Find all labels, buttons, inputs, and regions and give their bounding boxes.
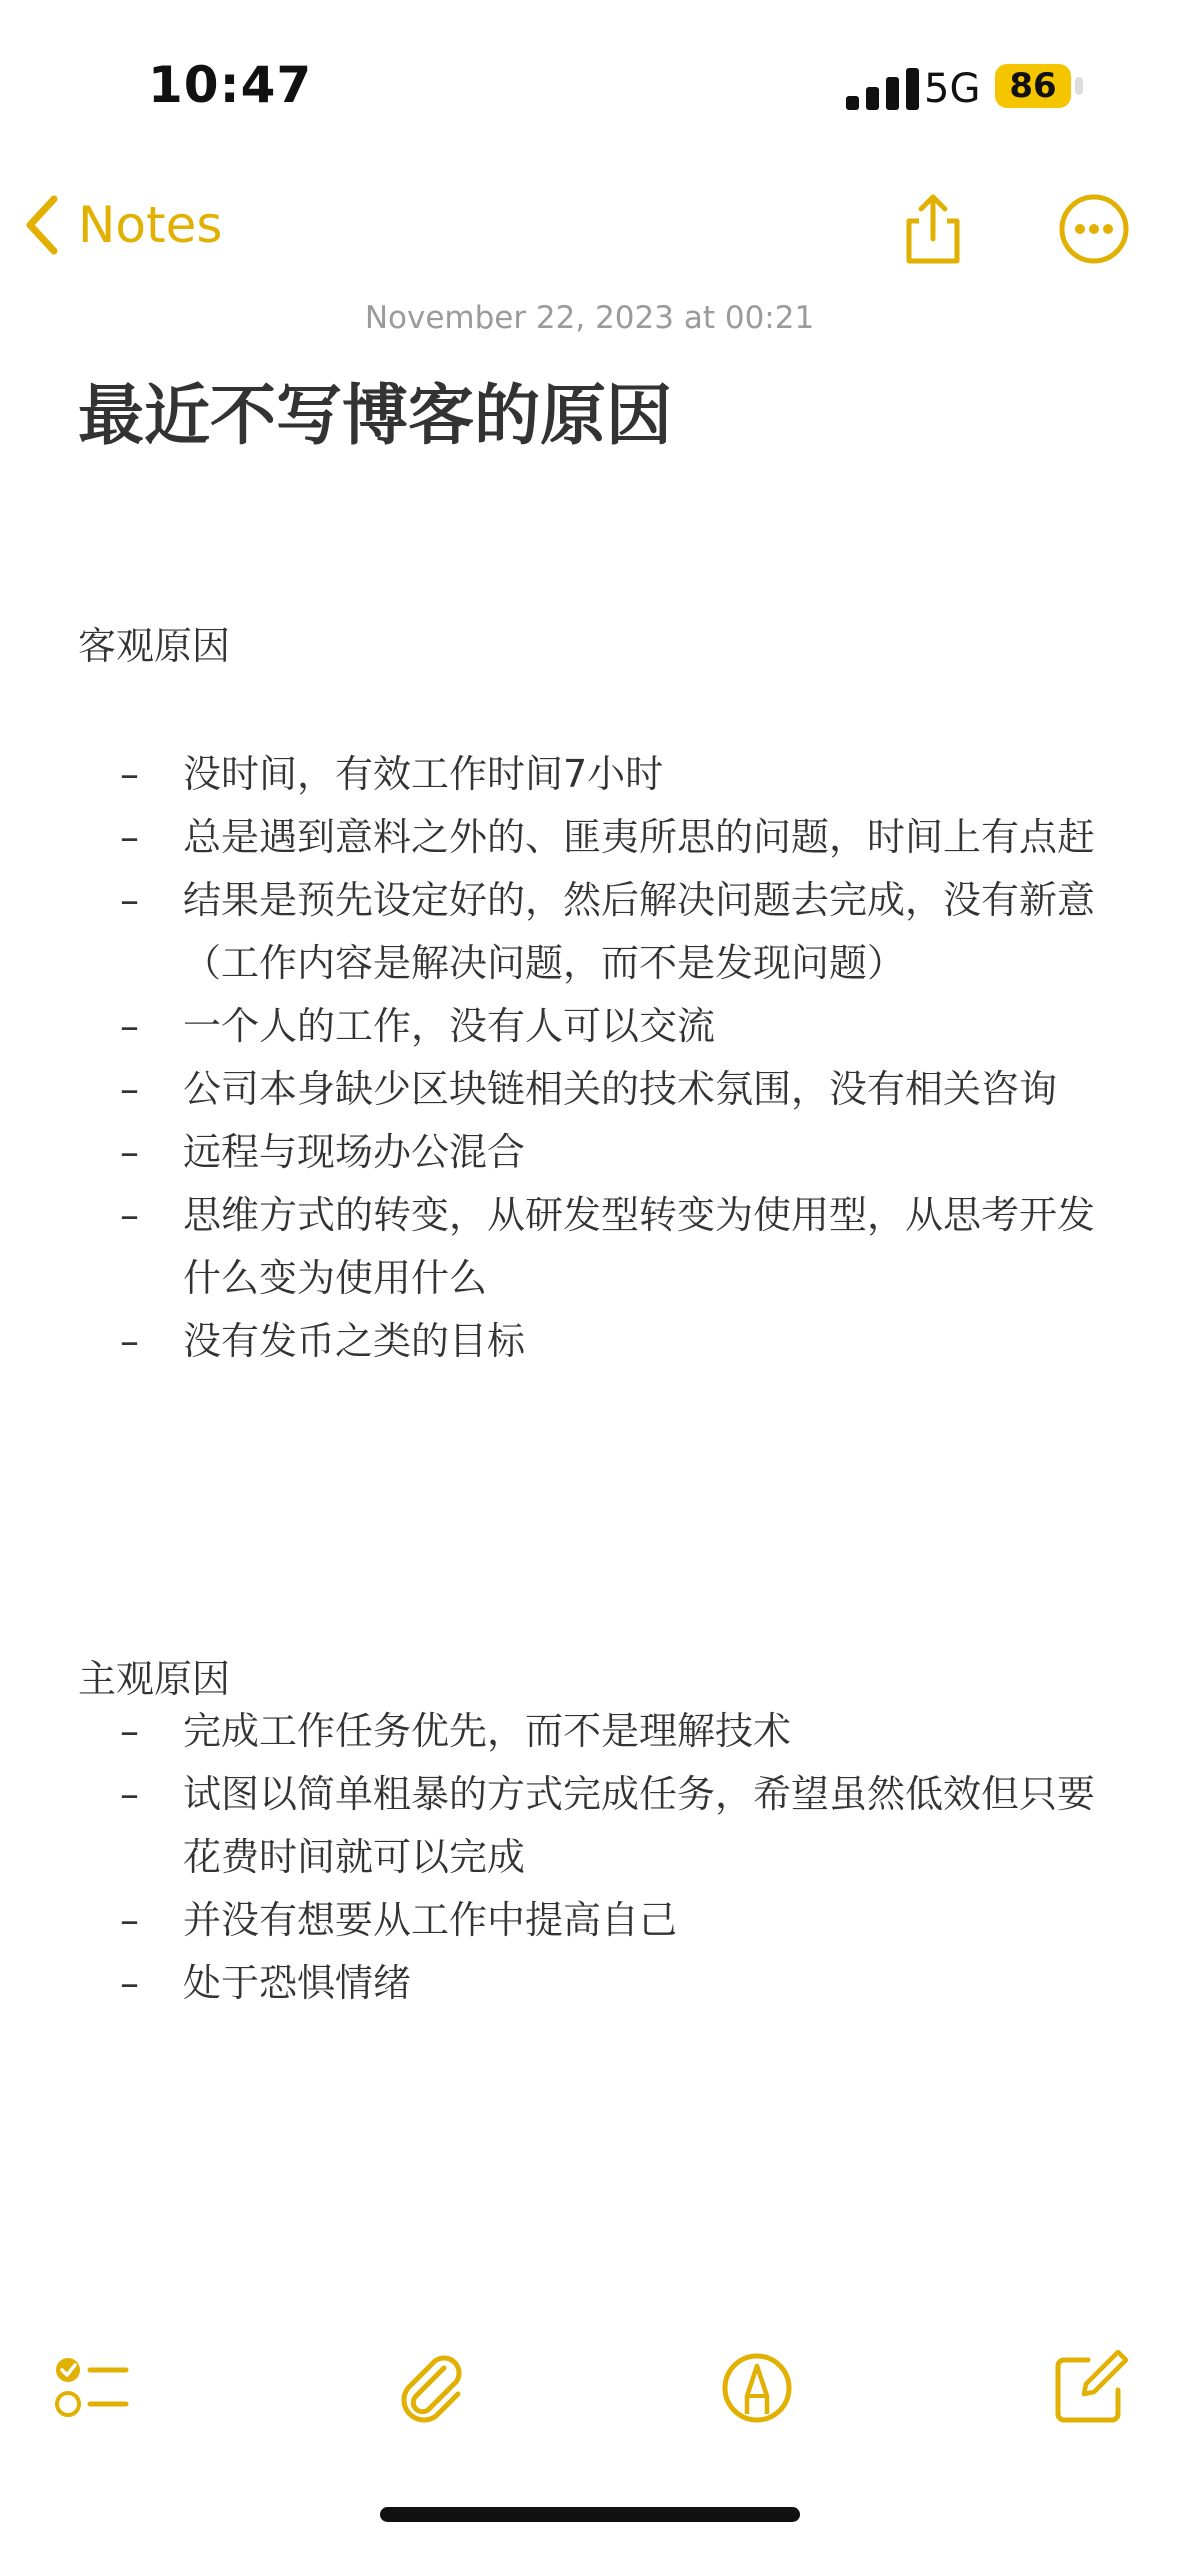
list-dash: –: [120, 815, 139, 859]
list-dash: –: [120, 1319, 139, 1363]
list-dash: –: [120, 1898, 139, 1942]
share-icon[interactable]: [895, 191, 971, 267]
list-item-text: 试图以简单粗暴的方式完成任务，希望虽然低效但只要花费时间就可以完成: [183, 1772, 1096, 1879]
list-item[interactable]: [78, 1952, 1128, 2015]
section-heading-objective[interactable]: 客观原因: [78, 624, 231, 668]
nav-bar: [0, 175, 1179, 285]
list-item-text: 一个人的工作，没有人可以交流: [183, 1004, 716, 1048]
list-item[interactable]: [78, 1310, 1128, 1373]
compose-icon[interactable]: [1050, 2348, 1130, 2428]
status-bar: [0, 0, 1179, 170]
checklist-icon[interactable]: [52, 2348, 132, 2428]
objective-reasons-list: [78, 743, 1128, 1373]
list-dash: –: [120, 1961, 139, 2005]
list-item-text: 公司本身缺少区块链相关的技术氛围，没有相关咨询: [183, 1067, 1058, 1111]
list-item[interactable]: [78, 1889, 1128, 1952]
list-item-text: 没时间，有效工作时间7小时: [183, 752, 664, 796]
note-title[interactable]: 最近不写博客的原因: [78, 377, 672, 454]
back-label: Notes: [78, 196, 223, 254]
list-item[interactable]: [78, 806, 1128, 869]
list-dash: –: [120, 1130, 139, 1174]
list-item-text: 思维方式的转变，从研发型转变为使用型，从思考开发什么变为使用什么: [183, 1193, 1096, 1300]
list-item[interactable]: [78, 1184, 1128, 1310]
list-dash: –: [120, 1067, 139, 1111]
list-item[interactable]: [78, 1763, 1128, 1889]
list-item-text: 远程与现场办公混合: [183, 1130, 526, 1174]
list-item-text: 总是遇到意料之外的、匪夷所思的问题，时间上有点赶: [183, 815, 1096, 859]
list-dash: –: [120, 878, 139, 922]
list-item[interactable]: [78, 869, 1128, 995]
list-item[interactable]: [78, 1058, 1128, 1121]
list-item[interactable]: [78, 995, 1128, 1058]
list-item-text: 结果是预先设定好的，然后解决问题去完成，没有新意（工作内容是解决问题，而不是发现问题）: [183, 878, 1096, 985]
list-dash: –: [120, 752, 139, 796]
list-item[interactable]: [78, 1700, 1128, 1763]
list-dash: –: [120, 1193, 139, 1237]
bottom-toolbar: [0, 2320, 1179, 2450]
battery-icon: [995, 64, 1071, 108]
list-item-text: 并没有想要从工作中提高自己: [183, 1898, 678, 1942]
back-button[interactable]: [24, 195, 222, 255]
signal-icon: [846, 68, 924, 110]
battery-level: 86: [1009, 66, 1057, 106]
list-item-text: 完成工作任务优先，而不是理解技术: [183, 1709, 792, 1753]
more-icon[interactable]: [1056, 191, 1132, 267]
chevron-left-icon: [24, 195, 60, 255]
list-dash: –: [120, 1004, 139, 1048]
list-item-text: 没有发币之类的目标: [183, 1319, 526, 1363]
list-item-text: 处于恐惧情绪: [183, 1961, 412, 2005]
home-indicator[interactable]: [380, 2507, 800, 2522]
network-label: 5G: [924, 66, 981, 112]
battery-cap: [1075, 77, 1083, 95]
list-dash: –: [120, 1772, 139, 1816]
note-date: November 22, 2023 at 00:21: [364, 300, 815, 336]
status-time: 10:47: [148, 56, 313, 114]
list-dash: –: [120, 1709, 139, 1753]
list-item[interactable]: [78, 1121, 1128, 1184]
list-item[interactable]: [78, 743, 1128, 806]
subjective-reasons-list: [78, 1700, 1128, 2015]
paperclip-icon[interactable]: [392, 2348, 472, 2428]
markup-pen-icon[interactable]: [717, 2348, 797, 2428]
section-heading-subjective[interactable]: 主观原因: [78, 1657, 231, 1701]
